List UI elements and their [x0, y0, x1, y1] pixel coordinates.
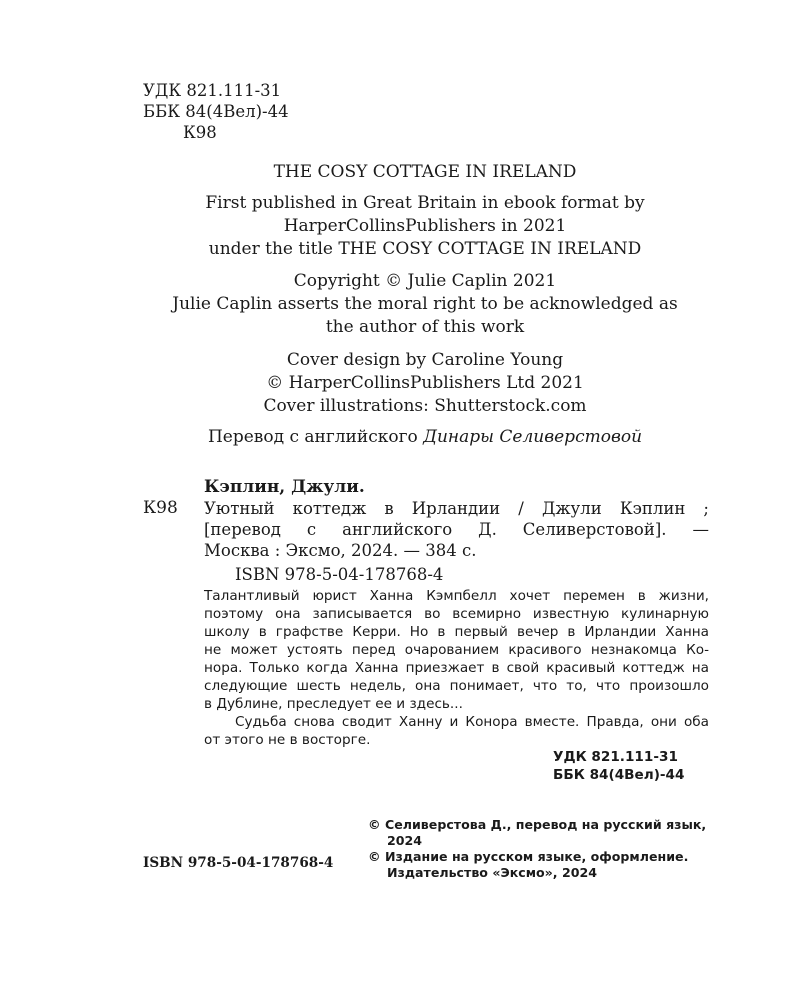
copyright-line: Copyright © Julie Caplin 2021 — [293, 271, 557, 291]
bottom-udk: УДК 821.111-31 — [553, 749, 678, 765]
catalog-author: Кэплин, Джули. — [204, 477, 365, 497]
publication-line: HarperCollinsPublishers in 2021 — [283, 216, 567, 236]
annotation-line: не может устоять перед очарованием красивого незнакомца Ко- — [204, 642, 709, 658]
copyright-line: Julie Caplin asserts the moral right to be acknowledged as — [172, 294, 678, 314]
bottom-bbk: ББК 84(4Вел)-44 — [553, 767, 685, 783]
annotation — [204, 587, 709, 749]
translator-name: Динары Селиверстовой — [423, 427, 643, 447]
annotation-line: школу в графстве Керри. Но в первый вечер в Ирландии Ханна — [204, 624, 709, 640]
annotation-line: от этого не в восторге. — [204, 732, 371, 748]
annotation-line: поэтому она записывается во всемирно известную кулинарную — [204, 606, 709, 622]
original-title-block — [0, 161, 800, 184]
annotation-line: в Дублине, преследует ее и здесь... — [204, 696, 463, 712]
author-mark: К98 — [183, 123, 217, 142]
catalog-line: Уютный коттедж в Ирландии / Джули Кэплин ; — [204, 499, 709, 518]
cover-line: Cover illustrations: Shutterstock.com — [263, 396, 587, 416]
catalog-mark: К98 — [143, 498, 178, 518]
cover-line: © HarperCollinsPublishers Ltd 2021 — [266, 373, 584, 393]
annotation-line: нора. Только когда Ханна приезжает в свой красивый коттедж на — [204, 660, 709, 676]
translator-credit — [0, 427, 800, 447]
cover-line: Cover design by Caroline Young — [286, 350, 564, 370]
publication-line: First published in Great Britain in ebook format by — [205, 193, 645, 213]
bbk-code: ББК 84(4Вел)-44 — [143, 102, 289, 121]
original-title: THE COSY COTTAGE IN IRELAND — [273, 162, 577, 182]
bottom-isbn: ISBN 978-5-04-178768-4 — [143, 855, 334, 871]
translation-rights-year: 2024 — [387, 833, 423, 848]
translation-rights-line: © Селиверстова Д., перевод на русский язык, — [368, 817, 707, 832]
catalog-isbn: ISBN 978-5-04-178768-4 — [235, 565, 444, 584]
annotation-line: следующие шесть недель, она понимает, что то, что произошло — [204, 678, 709, 694]
copyright-line: the author of this work — [325, 317, 525, 337]
catalog-line: Москва : Эксмо, 2024. — 384 с. — [204, 541, 477, 560]
cover-note — [0, 349, 800, 418]
publication-line: under the title THE COSY COTTAGE IN IRELAND — [208, 239, 642, 259]
annotation-line: Судьба снова сводит Ханну и Конора вместе. Правда, они оба — [235, 714, 709, 730]
catalog-line: [перевод с английского Д. Селиверстовой]. — — [204, 520, 709, 539]
classification-codes — [143, 80, 289, 143]
edition-rights-publisher: Издательство «Эксмо», 2024 — [387, 865, 598, 880]
rights-notices — [368, 817, 706, 881]
copyright-note — [0, 270, 800, 339]
translator-prefix: Перевод с английского — [207, 427, 418, 447]
annotation-line: Талантливый юрист Ханна Кэмпбелл хочет перемен в жизни, — [204, 588, 709, 604]
bottom-codes — [553, 748, 684, 784]
edition-rights-line: © Издание на русском языке, оформление. — [368, 849, 689, 864]
catalog-description — [204, 498, 709, 561]
udk-code: УДК 821.111-31 — [143, 81, 282, 100]
publication-note — [0, 192, 800, 261]
